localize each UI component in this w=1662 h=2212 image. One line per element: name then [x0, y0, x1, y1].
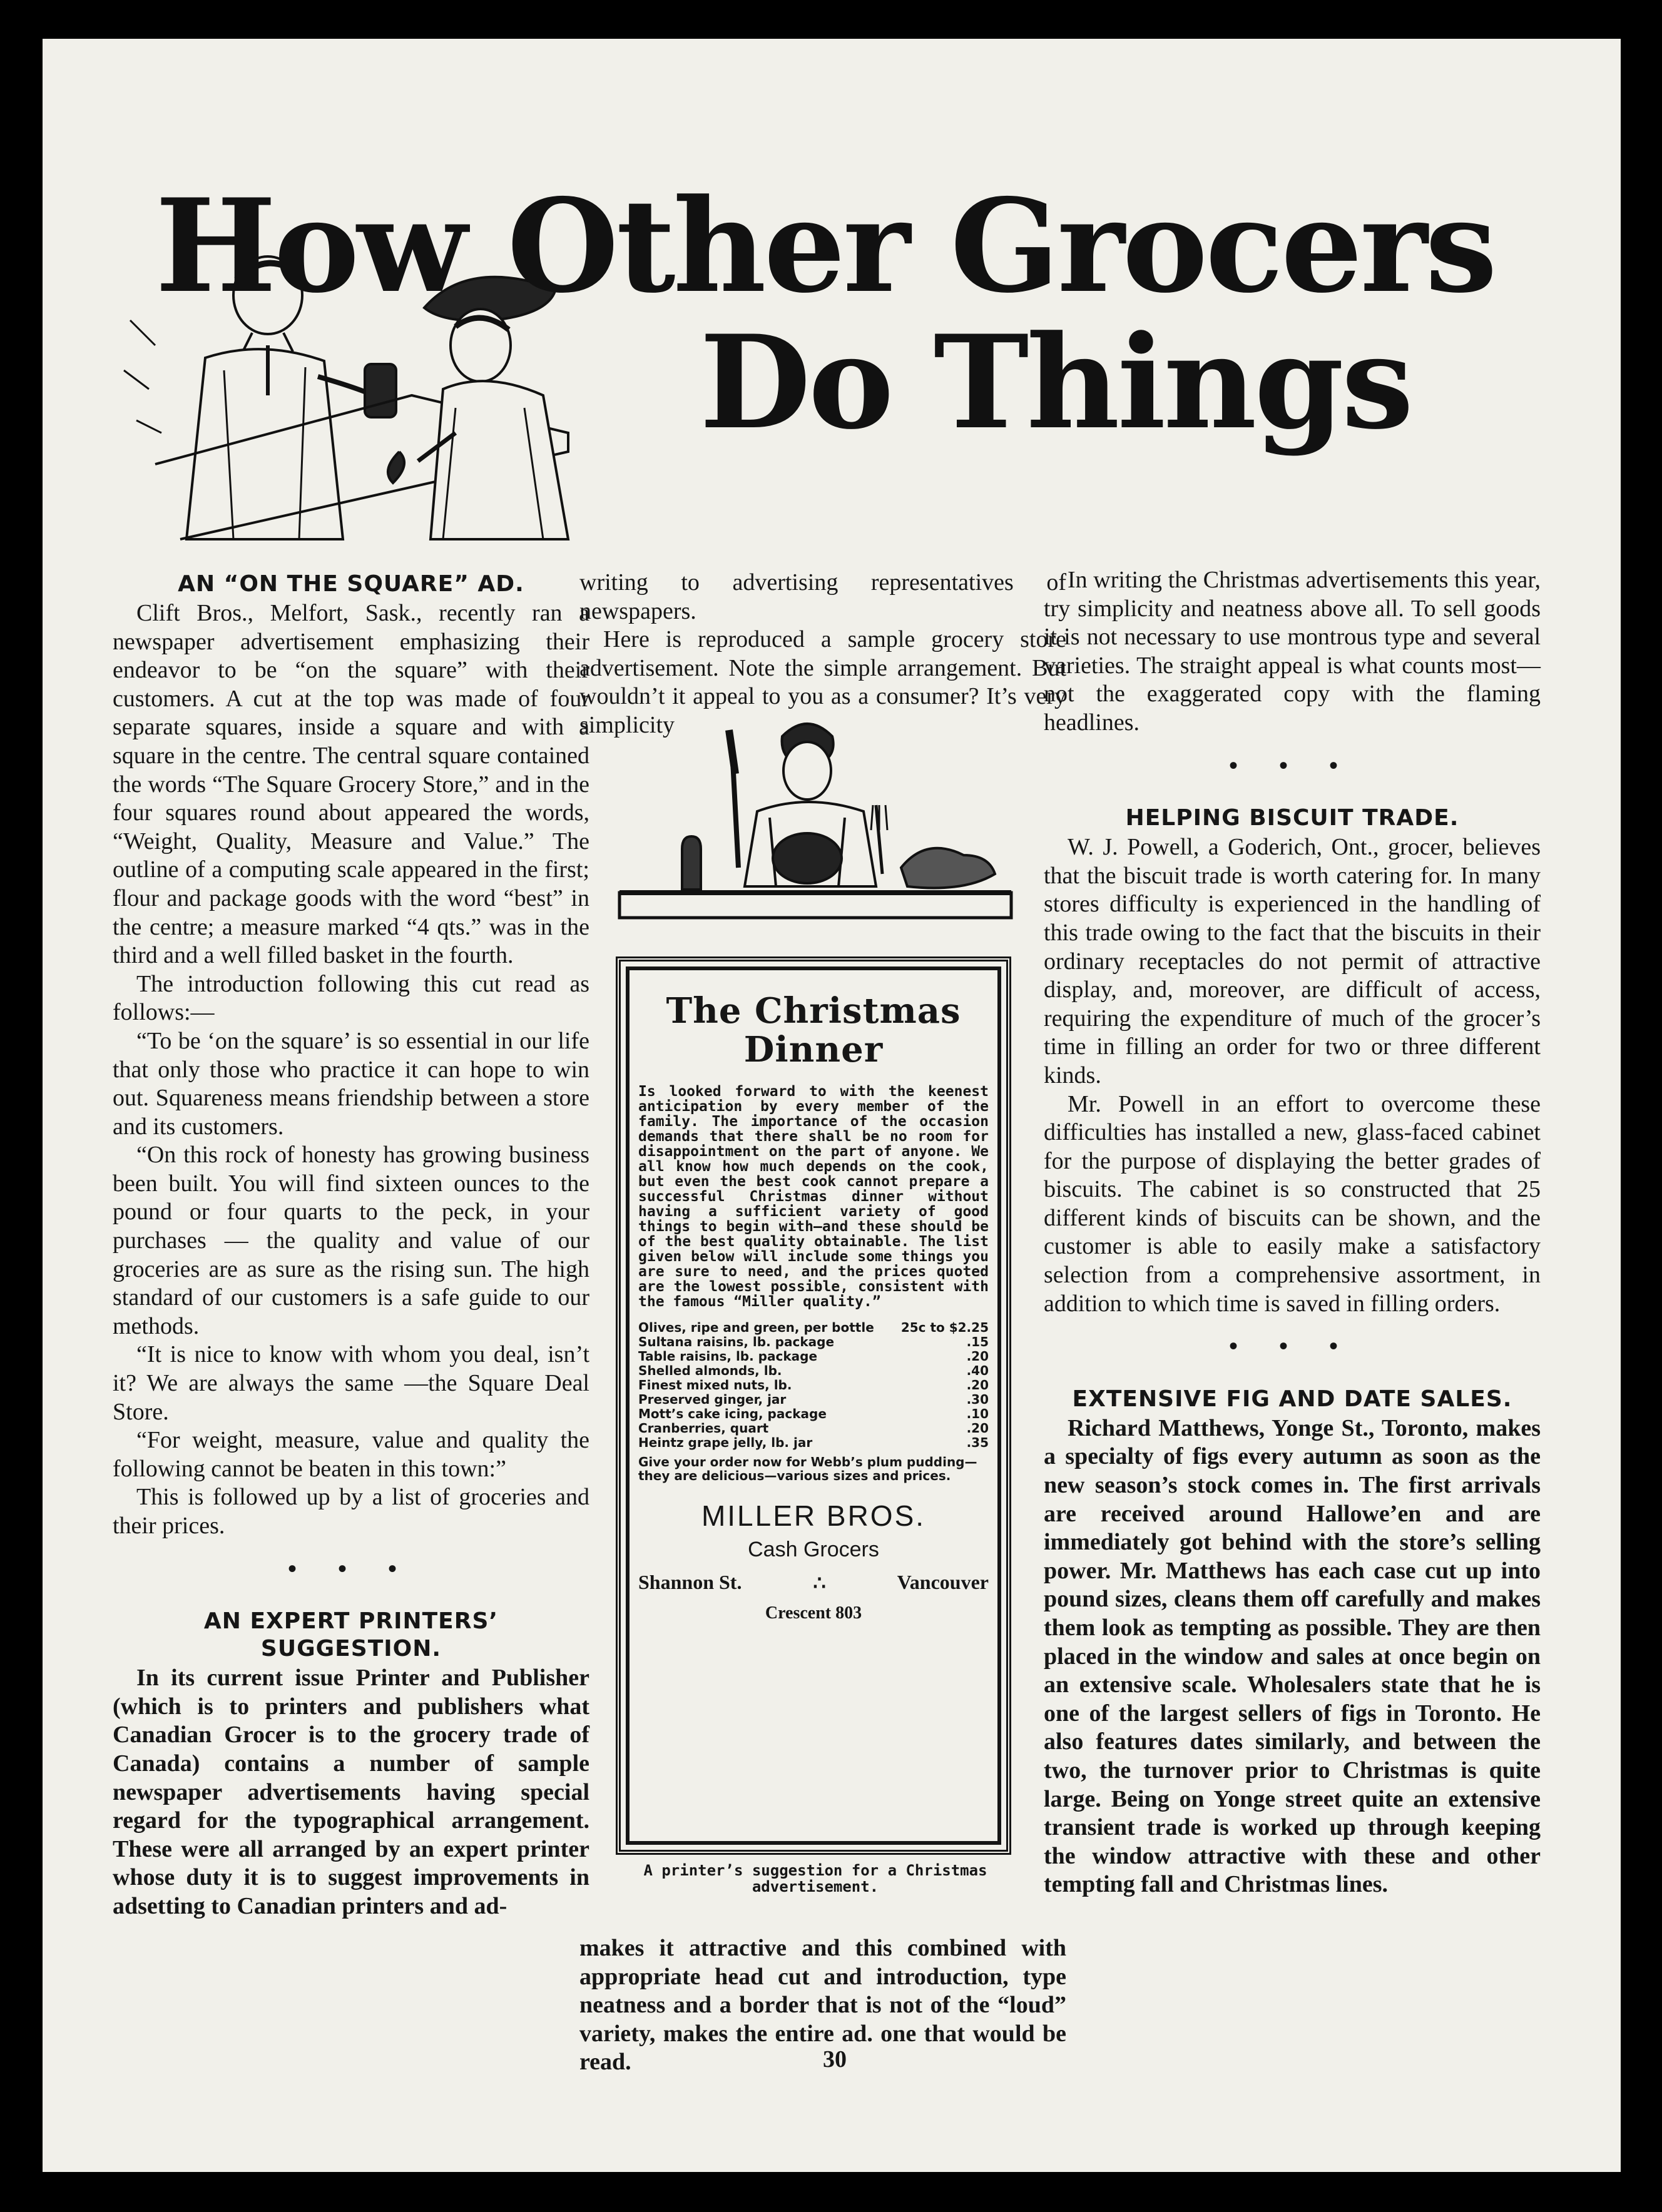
paragraph: In its current issue Printer and Publisher (which is to printers and publishers what Canadian Grocer is to the grocery trade of Canada) contains a number of sample newspaper advertisements having special regard for the typographical arrangement. These were all arranged by an expert printer whose duty it is to suggest improvements in adsetting to Canadian printers and ad- [113, 1665, 589, 1919]
section-title-biscuit-trade: HELPING BISCUIT TRADE. [1125, 805, 1459, 831]
christmas-dinner-advertisement [601, 711, 1030, 1919]
paragraph: Clift Bros., Melfort, Sask., recently ran a newspaper advertisement emphasizing their endeavor to be “on the square” with their customers. A cut at the top was made of four separate squares, inside a square and with a square in the centre. The central square contained the words “The Square Grocery Store,” and in the four squares round about appeared the words, “Weight, Quality, Measure and Value.” The outline of a computing scale appeared in the first; flour and package goods with the word “best” in the centre; a measure marked “4 qts.” was in the third and a well filled basket in the fourth. [113, 600, 589, 969]
advertisement-caption: A printer’s suggestion for a Christmas advertisement. [643, 1862, 987, 1895]
price-item: Finest mixed nuts, lb. [638, 1377, 792, 1393]
price-value: .20 [966, 1421, 989, 1436]
headline-banner [43, 39, 1621, 552]
paragraph: “To be ‘on the square’ is so essential in our life that only those who practice it can hope to win out. Squareness means friendship between a store and its customers. [113, 1027, 589, 1140]
advertisement-heading: The Christmas Dinner [666, 990, 961, 1070]
left-column [113, 571, 589, 1921]
headline-title-line1: How Other Grocers [155, 171, 1495, 322]
address-separator: ∴ [813, 1571, 826, 1594]
price-value: .20 [966, 1377, 989, 1393]
paragraph: writing to advertising representatives of newspapers. [579, 569, 1066, 624]
price-item: Olives, ripe and green, per bottle [638, 1320, 874, 1335]
price-item: Sultana raisins, lb. package [638, 1334, 835, 1349]
price-list [638, 1321, 989, 1450]
section-divider: • • • [1228, 1332, 1355, 1361]
price-value: .10 [966, 1406, 989, 1421]
headline-title-line2: Do Things [700, 308, 1412, 458]
price-row [638, 1364, 989, 1378]
magazine-page [43, 39, 1621, 2172]
section-title-expert-printers: AN EXPERT PRINTERS’ SUGGESTION. [203, 1608, 499, 1662]
price-item: Shelled almonds, lb. [638, 1363, 782, 1378]
paragraph: The introduction following this cut read as follows:— [113, 970, 589, 1026]
price-value: .15 [966, 1334, 989, 1349]
section-title-fig-and-date: EXTENSIVE FIG AND DATE SALES. [1072, 1386, 1512, 1412]
price-row [638, 1393, 989, 1407]
price-value: .30 [966, 1392, 989, 1407]
price-row [638, 1407, 989, 1421]
advertisement-body: Is looked forward to with the keenest anticipation by every member of the family. The importance of the occasion demands that there shall be no room for disappointment on the part of anyone. We all know how much depends on the cook, but even the best cook cannot prepare a successful Christmas dinner without having a sufficient variety of good things to begin with—and these should be of the best quality obtainable. The list given below will include some things you are sure to need, and the prices quoted are the lowest possible, consistent with the famous “Miller quality.” [638, 1083, 989, 1310]
page-number: 30 [823, 2046, 847, 2072]
paragraph: This is followed up by a list of groceries and their prices. [113, 1484, 589, 1539]
firm-subtitle: Cash Grocers [748, 1538, 879, 1561]
paragraph: Here is reproduced a sample grocery store advertisement. Note the simple arrangement. But wouldn’t it appeal to you as a consumer? It’s very simplicity [579, 626, 1066, 738]
section-divider: • • • [1228, 751, 1355, 779]
price-row [638, 1378, 989, 1393]
price-item: Cranberries, quart [638, 1421, 769, 1436]
price-item: Mott’s cake icing, package [638, 1406, 827, 1421]
price-row [638, 1321, 989, 1335]
section-title-on-the-square: AN “ON THE SQUARE” AD. [178, 571, 524, 597]
paragraph: Mr. Powell in an effort to overcome these difficulties has installed a new, glass-faced cabinet for the purpose of displaying the better grades of biscuits. The cabinet is so constructed that 25 different kinds of biscuits can be shown, and the customer is able to easily make a satisfactory selection from a comprehensive assortment, in addition to which time is saved in filling orders. [1044, 1090, 1541, 1317]
price-item: Heintz grape jelly, lb. jar [638, 1435, 813, 1450]
price-row [638, 1335, 989, 1349]
paragraph: “On this rock of honesty has growing business been built. You will find sixteen ounces to the pound or four quarts to the peck, in your purchases — the quality and value of our groceries are as sure as the rising sun. The high standard of our customers is a safe guide to our methods. [113, 1142, 589, 1339]
paragraph: W. J. Powell, a Goderich, Ont., grocer, believes that the biscuit trade is worth catering for. In many stores difficulty is experienced in the handling of this trade owing to the fact that the biscuits in their ordinary receptacles do not permit of attractive display, and, moreover, are difficult of access, requiring the expenditure of much of the grocer’s time in filling an order for two or three different kinds. [1044, 834, 1541, 1088]
firm-address [638, 1571, 989, 1595]
paragraph: In writing the Christmas advertisements this year, try simplicity and neatness above all. To sell goods it is not necessary to use montrous type and several varieties. The straight appeal is what counts most—not the exaggerated copy with the flaming headlines. [1044, 567, 1541, 736]
paragraph: “For weight, measure, value and quality the following cannot be beaten in this town:” [113, 1427, 589, 1482]
right-column [1044, 566, 1541, 1899]
city: Vancouver [897, 1571, 989, 1593]
phone-number: Crescent 803 [765, 1603, 862, 1623]
paragraph: Richard Matthews, Yonge St., Toronto, makes a specialty of figs every autumn as soon as the new season’s stock comes in. The first arrivals are received around Hallowe’en and are immediately got behind with the store’s selling power. Mr. Matthews has each case cut up into pound sizes, cleans them off carefully and makes them look as tempting as possible. They are then placed in the window and sales at once begin on an extensive scale. Wholesalers state that he is one of the largest sellers of figs in Toronto. He also features dates similarly, and between the two, the turnover prior to Christmas is quite large. Being on Yonge street quite an extensive transient trade is worked up through keeping the window attractive with these and other tempting fall and Christmas lines. [1044, 1414, 1541, 1898]
price-value: .35 [966, 1435, 989, 1450]
advertisement-border [616, 956, 1011, 1855]
plum-pudding-note: Give your order now for Webb’s plum pudding—they are delicious—various sizes and prices. [638, 1454, 977, 1483]
cook-with-knife-and-pudding-illustration [613, 711, 1017, 924]
price-value: .40 [966, 1363, 989, 1378]
price-value: 25c to $2.25 [900, 1320, 989, 1335]
paragraph: makes it attractive and this combined with appropriate head cut and introduction, type neatness and a border that is not of the “loud” variety, makes the entire ad. one that would be read. [579, 1935, 1066, 2076]
section-divider: • • • [287, 1554, 414, 1583]
paragraph: “It is nice to know with whom you deal, isn’t it? We are always the same —the Square Deal Store. [113, 1341, 589, 1425]
price-item: Preserved ginger, jar [638, 1392, 787, 1407]
price-value: .20 [966, 1349, 989, 1364]
price-item: Table raisins, lb. package [638, 1349, 818, 1364]
street: Shannon St. [638, 1571, 742, 1593]
firm-name: MILLER BROS. [701, 1499, 926, 1532]
price-row [638, 1436, 989, 1450]
price-row [638, 1421, 989, 1436]
price-row [638, 1349, 989, 1364]
